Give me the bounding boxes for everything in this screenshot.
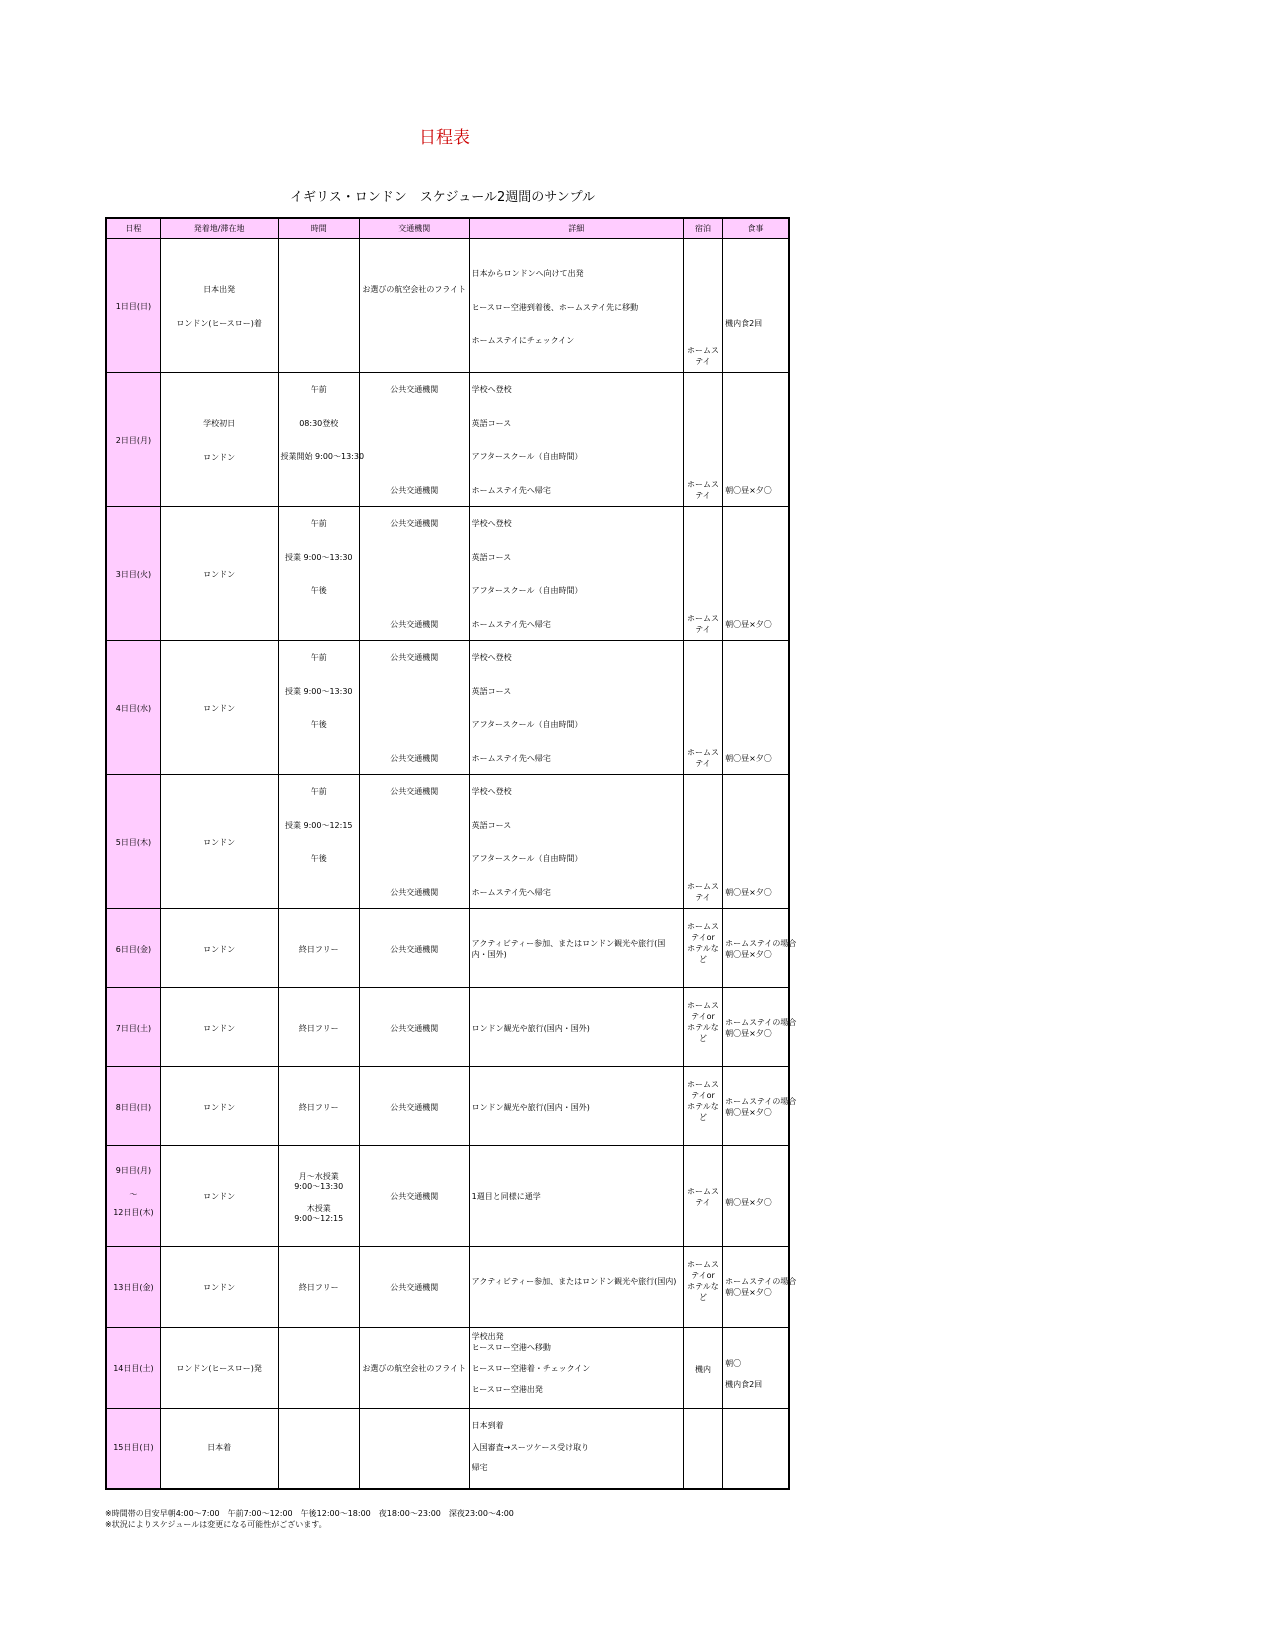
cell-text: ホームステイ (686, 1187, 719, 1207)
cell-text: ロンドン(ヒースロー)発 (176, 1364, 262, 1373)
cell-text: ヒースロー空港到着後、ホームステイ先に移動 (471, 303, 639, 312)
day-cell (106, 507, 160, 641)
meal-cell (723, 1409, 789, 1490)
cell-text: 機内食2回 (725, 319, 763, 328)
transport-cell (359, 1146, 469, 1247)
cell-text: 朝〇昼×夕〇 (725, 950, 772, 959)
place-cell (160, 909, 278, 988)
cell-text: 終日フリー (298, 945, 339, 954)
cell-text: 公共交通機関 (390, 385, 439, 394)
detail-cell (469, 909, 683, 988)
transport-cell (359, 507, 469, 641)
cell-text: 朝〇昼×夕〇 (725, 754, 772, 763)
cell-text: 3日目(火) (115, 570, 152, 579)
day-cell (106, 373, 160, 507)
cell-text: 学校出発 (471, 1332, 504, 1341)
table-row (106, 1146, 789, 1247)
day-cell (106, 641, 160, 775)
header-cell: 詳細 (469, 218, 683, 239)
day-cell (106, 239, 160, 373)
detail-cell (469, 775, 683, 909)
cell-text: ホームステイor ホテルなど (686, 1001, 719, 1043)
day-cell (106, 988, 160, 1067)
cell-text: 学校初日 (203, 419, 236, 428)
cell-text: アフタースクール（自由時間） (471, 854, 583, 863)
time-cell (278, 1146, 359, 1247)
time-cell (278, 775, 359, 909)
cell-text: お選びの航空会社のフライト (362, 1364, 467, 1373)
transport-cell (359, 775, 469, 909)
transport-cell (359, 1409, 469, 1490)
time-cell (278, 1247, 359, 1328)
stay-cell (683, 1328, 722, 1409)
cell-text: ホームステイ (686, 346, 719, 366)
cell-text: 14日目(土) (113, 1364, 154, 1373)
cell-text: 1日目(日) (115, 302, 152, 311)
day-cell (106, 1067, 160, 1146)
day-cell (106, 1146, 160, 1247)
cell-text: アフタースクール（自由時間） (471, 720, 583, 729)
meal-cell (723, 507, 789, 641)
stay-cell (683, 1247, 722, 1328)
cell-text: ホームステイor ホテルなど (686, 922, 719, 964)
cell-text: 公共交通機関 (390, 888, 439, 897)
cell-text: 朝〇昼×夕〇 (725, 486, 772, 495)
day-cell (106, 775, 160, 909)
table-row (106, 988, 789, 1067)
stay-cell (683, 507, 722, 641)
cell-text: 月～水授業 (298, 1172, 339, 1181)
cell-text: 木授業 (306, 1204, 331, 1213)
header-cell: 日程 (106, 218, 160, 239)
stay-cell (683, 641, 722, 775)
cell-text: 朝〇昼×夕〇 (725, 888, 772, 897)
transport-cell (359, 909, 469, 988)
cell-text: 公共交通機関 (390, 620, 439, 629)
cell-text: 授業 9:00～13:30 (284, 553, 353, 562)
footnotes (105, 1508, 514, 1530)
cell-text: ホームステイ先へ帰宅 (471, 888, 551, 897)
cell-text: ヒースロー空港へ移動 (471, 1343, 551, 1352)
cell-text: ロンドン (203, 945, 236, 954)
cell-text: 日本出発 (203, 285, 236, 294)
table-row (106, 1328, 789, 1409)
stay-cell (683, 988, 722, 1067)
cell-text: ロンドン (203, 704, 236, 713)
cell-text: 学校へ登校 (471, 787, 512, 796)
meal-cell (723, 775, 789, 909)
cell-text: 4日目(水) (115, 704, 152, 713)
cell-text: 公共交通機関 (390, 1103, 439, 1112)
stay-cell (683, 1409, 722, 1490)
place-cell (160, 373, 278, 507)
cell-text: 朝〇 (725, 1359, 742, 1368)
cell-text: ホームステイの場合 (725, 1097, 797, 1106)
detail-cell (469, 1067, 683, 1146)
cell-text: ホームステイ先へ帰宅 (471, 620, 551, 629)
place-cell (160, 775, 278, 909)
cell-text: ヒースロー空港着・チェックイン (471, 1364, 591, 1373)
detail-cell (469, 1328, 683, 1409)
cell-text: ホームステイor ホテルなど (686, 1080, 719, 1122)
cell-text: 公共交通機関 (390, 1283, 439, 1292)
stay-cell (683, 775, 722, 909)
cell-text: 英語コース (471, 687, 512, 696)
header-row (106, 218, 789, 239)
place-cell (160, 1409, 278, 1490)
cell-text: 13日目(金) (113, 1283, 154, 1292)
day-cell (106, 909, 160, 988)
cell-text: ロンドン(ヒースロー)着 (176, 319, 262, 328)
cell-text: ホームステイの場合 (725, 939, 797, 948)
cell-text: 午前 (310, 519, 327, 528)
cell-text: 9日目(月) (115, 1166, 152, 1175)
cell-text: 機内食2回 (725, 1380, 763, 1389)
cell-text: 8日目(日) (115, 1103, 152, 1112)
detail-cell (469, 239, 683, 373)
cell-text: 授業開始 9:00～13:30 (280, 452, 365, 461)
transport-cell (359, 641, 469, 775)
cell-text: 終日フリー (298, 1283, 339, 1292)
schedule-subtitle: イギリス・ロンドン スケジュール2週間のサンプル (290, 190, 596, 205)
cell-text: 学校へ登校 (471, 519, 512, 528)
place-cell (160, 1067, 278, 1146)
meal-cell (723, 988, 797, 1067)
time-cell (278, 909, 359, 988)
time-cell (278, 1409, 359, 1490)
cell-text: 英語コース (471, 821, 512, 830)
detail-cell (469, 1146, 683, 1247)
cell-text: お選びの航空会社のフライト (362, 285, 467, 294)
cell-text: 公共交通機関 (390, 1024, 439, 1033)
cell-text: 午前 (310, 653, 327, 662)
stay-cell (683, 909, 722, 988)
cell-text: 公共交通機関 (390, 787, 439, 796)
meal-cell (723, 1146, 789, 1247)
cell-text: 午後 (310, 720, 327, 729)
cell-text: ホームステイ (686, 748, 719, 768)
cell-text: 5日目(木) (115, 838, 152, 847)
cell-text: 9:00～12:15 (294, 1214, 344, 1223)
cell-text: ロンドン (203, 570, 236, 579)
cell-text: 日本からロンドンへ向けて出発 (471, 269, 584, 278)
transport-cell (359, 373, 469, 507)
place-cell (160, 988, 278, 1067)
cell-text: ホームステイの場合 (725, 1277, 797, 1286)
header-cell: 宿泊 (683, 218, 722, 239)
place-cell (160, 1328, 278, 1409)
cell-text: ロンドン (203, 1024, 236, 1033)
cell-text: ホームステイ先へ帰宅 (471, 754, 551, 763)
cell-text: 午後 (310, 586, 327, 595)
cell-text: ホームステイ (686, 882, 719, 902)
cell-text: 公共交通機関 (390, 486, 439, 495)
cell-text: 終日フリー (298, 1024, 339, 1033)
place-cell (160, 1146, 278, 1247)
cell-text: 午前 (310, 787, 327, 796)
cell-text: 帰宅 (471, 1463, 488, 1472)
document-title: 日程表 (419, 128, 470, 148)
meal-cell (723, 1067, 797, 1146)
cell-text: 朝〇昼×夕〇 (725, 620, 772, 629)
meal-cell (723, 909, 797, 988)
cell-text: 午後 (310, 854, 327, 863)
meal-cell (723, 239, 789, 373)
cell-text: 公共交通機関 (390, 653, 439, 662)
table-row (106, 909, 789, 988)
header-cell: 発着地/滞在地 (160, 218, 278, 239)
transport-cell (359, 239, 469, 373)
cell-text: ロンドン (203, 1103, 236, 1112)
transport-cell (359, 1247, 469, 1328)
cell-text: 日本着 (207, 1443, 232, 1452)
cell-text: ロンドン観光や旅行(国内・国外) (471, 1024, 590, 1033)
cell-text: 08:30登校 (299, 419, 339, 428)
cell-text: ロンドン (203, 1283, 236, 1292)
cell-text: 15日目(日) (113, 1443, 154, 1452)
transport-cell (359, 988, 469, 1067)
cell-text: 学校へ登校 (471, 653, 512, 662)
detail-cell (469, 507, 683, 641)
detail-cell (469, 1247, 683, 1328)
stay-cell (683, 239, 722, 373)
cell-text: 英語コース (471, 553, 512, 562)
meal-cell (723, 1328, 789, 1409)
table-row (106, 1067, 789, 1146)
cell-text: ホームステイor ホテルなど (686, 1260, 719, 1302)
meal-cell (723, 641, 789, 775)
place-cell (160, 507, 278, 641)
transport-cell (359, 1067, 469, 1146)
cell-text: 授業 9:00～13:30 (284, 687, 353, 696)
cell-text: 1週目と同様に通学 (471, 1192, 541, 1201)
time-cell (278, 1067, 359, 1146)
cell-text: ロンドン (203, 1192, 236, 1201)
cell-text: ホームステイにチェックイン (471, 336, 575, 345)
cell-text: 朝〇昼×夕〇 (725, 1029, 772, 1038)
cell-text: ヒースロー空港出発 (471, 1385, 543, 1394)
cell-text: ロンドン (203, 453, 236, 462)
cell-text: アクティビティー参加、またはロンドン観光や旅行(国内・国外) (471, 939, 666, 959)
time-cell (278, 988, 359, 1067)
stay-cell (683, 373, 722, 507)
detail-cell (469, 641, 683, 775)
cell-text: 公共交通機関 (390, 519, 439, 528)
cell-text: 2日目(月) (115, 436, 152, 445)
cell-text: ホームステイ (686, 480, 719, 500)
day-cell (106, 1328, 160, 1409)
cell-text: 終日フリー (298, 1103, 339, 1112)
table-row (106, 1409, 789, 1490)
header-cell: 食事 (723, 218, 789, 239)
cell-text: 午前 (310, 385, 327, 394)
detail-cell (469, 988, 683, 1067)
time-cell (278, 239, 359, 373)
table-row (106, 775, 789, 909)
place-cell (160, 1247, 278, 1328)
cell-text: ロンドン観光や旅行(国内・国外) (471, 1103, 590, 1112)
cell-text: ～ (129, 1190, 138, 1199)
cell-text: ホームステイの場合 (725, 1018, 797, 1027)
cell-text: 機内 (694, 1365, 711, 1374)
cell-text: アフタースクール（自由時間） (471, 586, 583, 595)
header-cell: 交通機関 (359, 218, 469, 239)
cell-text: アクティビティー参加、またはロンドン観光や旅行(国内) (471, 1277, 677, 1286)
day-cell (106, 1247, 160, 1328)
header-cell: 時間 (278, 218, 359, 239)
time-cell (278, 507, 359, 641)
day-cell (106, 1409, 160, 1490)
place-cell (160, 641, 278, 775)
cell-text: 公共交通機関 (390, 945, 439, 954)
cell-text: 朝〇昼×夕〇 (725, 1198, 772, 1207)
stay-cell (683, 1146, 722, 1247)
table-row (106, 373, 789, 507)
cell-text: ホームステイ (686, 614, 719, 634)
stay-cell (683, 1067, 722, 1146)
cell-text: 12日目(木) (113, 1208, 154, 1217)
footnote: ※状況によりスケジュールは変更になる可能性がございます。 (105, 1520, 327, 1529)
cell-text: 朝〇昼×夕〇 (725, 1288, 772, 1297)
time-cell (278, 373, 365, 507)
meal-cell (723, 373, 789, 507)
detail-cell (469, 373, 683, 507)
cell-text: 公共交通機関 (390, 754, 439, 763)
place-cell (160, 239, 278, 373)
cell-text: 入国審査→スーツケース受け取り (471, 1443, 590, 1452)
schedule-table (105, 217, 797, 1490)
detail-cell (469, 1409, 683, 1490)
cell-text: 9:00～13:30 (294, 1182, 344, 1191)
footnote: ※時間帯の目安早朝4:00～7:00 午前7:00～12:00 午後12:00～18:00 夜18:00～23:00 深夜23:00～4:00 (105, 1509, 514, 1518)
cell-text: アフタースクール（自由時間） (471, 452, 583, 461)
cell-text: ロンドン (203, 838, 236, 847)
schedule-body (106, 239, 797, 1490)
cell-text: 朝〇昼×夕〇 (725, 1108, 772, 1117)
cell-text: 授業 9:00～12:15 (284, 821, 353, 830)
cell-text: 6日目(金) (115, 945, 152, 954)
time-cell (278, 641, 359, 775)
cell-text: ホームステイ先へ帰宅 (471, 486, 551, 495)
cell-text: 学校へ登校 (471, 385, 512, 394)
table-row (106, 641, 789, 775)
cell-text: 7日目(土) (115, 1024, 152, 1033)
time-cell (278, 1328, 359, 1409)
meal-cell (723, 1247, 797, 1328)
cell-text: 英語コース (471, 419, 512, 428)
transport-cell (359, 1328, 469, 1409)
table-row (106, 1247, 789, 1328)
table-row (106, 507, 789, 641)
table-row (106, 239, 789, 373)
cell-text: 日本到着 (471, 1421, 504, 1430)
cell-text: 公共交通機関 (390, 1192, 439, 1201)
